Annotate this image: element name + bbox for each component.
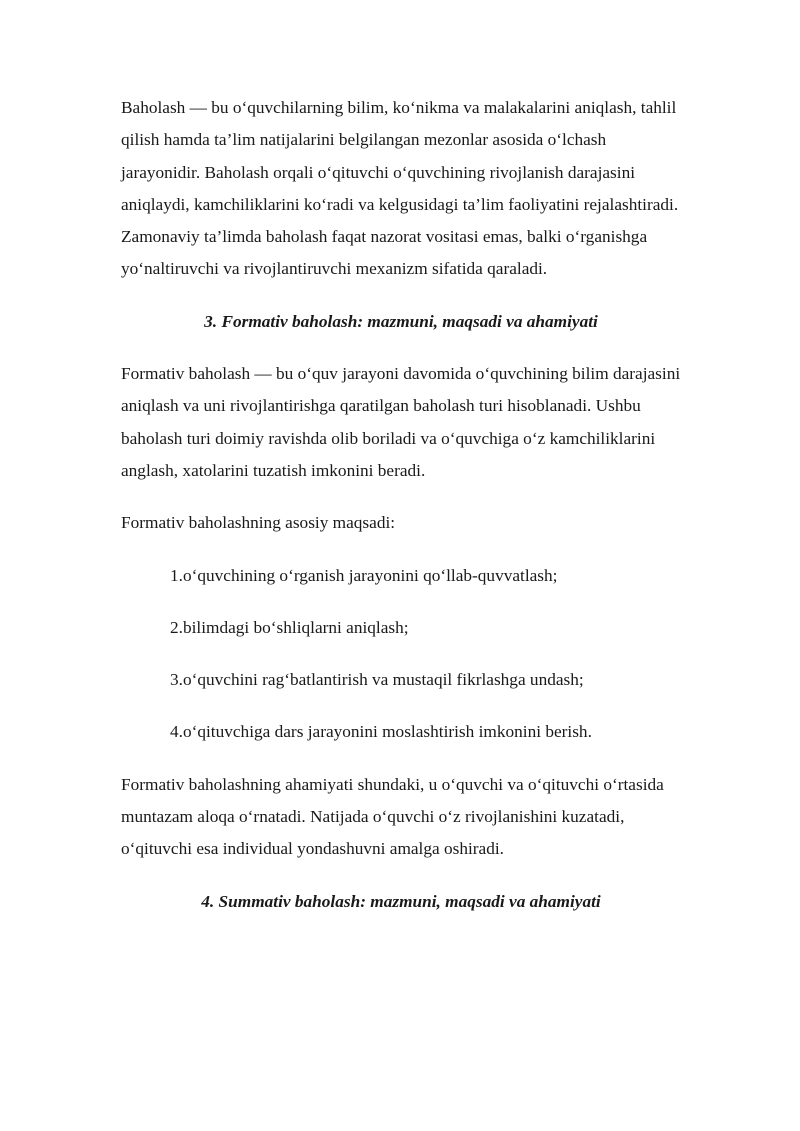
section-4-heading: 4. Summativ baholash: mazmuni, maqsadi va ahamiyati xyxy=(201,891,601,911)
formativ-definition-paragraph: Formativ baholash — bu o‘quv jarayoni davomida o‘quvchining bilim darajasini aniqlash va uni rivojlantirishga qaratilgan baholash turi hisoblanadi. Ushbu baholash turi doimiy ravishda olib boriladi va o‘quvchiga o‘z kamchiliklarini anglash, xatolarini tuzatish imkonini beradi. xyxy=(121,364,681,480)
goal-list-item: 1.o‘quvchining o‘rganish jarayonini qo‘llab-quvvatlash; xyxy=(170,565,558,585)
formativ-importance-paragraph: Formativ baholashning ahamiyati shundaki, u o‘quvchi va o‘qituvchi o‘rtasida muntazam aloqa o‘rnatadi. Natijada o‘quvchi o‘z rivojlanishini kuzatadi, o‘qituvchi esa individual yondashuvni amalga oshiradi. xyxy=(121,774,664,859)
formativ-goal-intro: Formativ baholashning asosiy maqsadi: xyxy=(121,513,396,533)
document-content xyxy=(121,92,681,918)
section-3-heading: 3. Formativ baholash: mazmuni, maqsadi va ahamiyati xyxy=(204,311,598,331)
goal-list-item: 2.bilimdagi bo‘shliqlarni aniqlash; xyxy=(170,617,409,637)
goal-list-item: 4.o‘qituvchiga dars jarayonini moslashtirish imkonini berish. xyxy=(170,722,592,742)
intro-paragraph: Baholash — bu o‘quvchilarning bilim, ko‘nikma va malakalarini aniqlash, tahlil qilish hamda ta’lim natijalarini belgilangan mezonlar asosida o‘lchash jarayonidir. Baholash orqali o‘qituvchi o‘quvchining rivojlanish darajasini aniqlaydi, kamchiliklarini ko‘radi va kelgusidagi ta’lim faoliyatini rejalashtiradi. Zamonaviy ta’limda baholash faqat nazorat vositasi emas, balki o‘rganishga yo‘naltiruvchi va rivojlantiruvchi mexanizm sifatida qaraladi. xyxy=(121,98,679,279)
goal-list-item: 3.o‘quvchini rag‘batlantirish va mustaqil fikrlashga undash; xyxy=(170,670,584,690)
